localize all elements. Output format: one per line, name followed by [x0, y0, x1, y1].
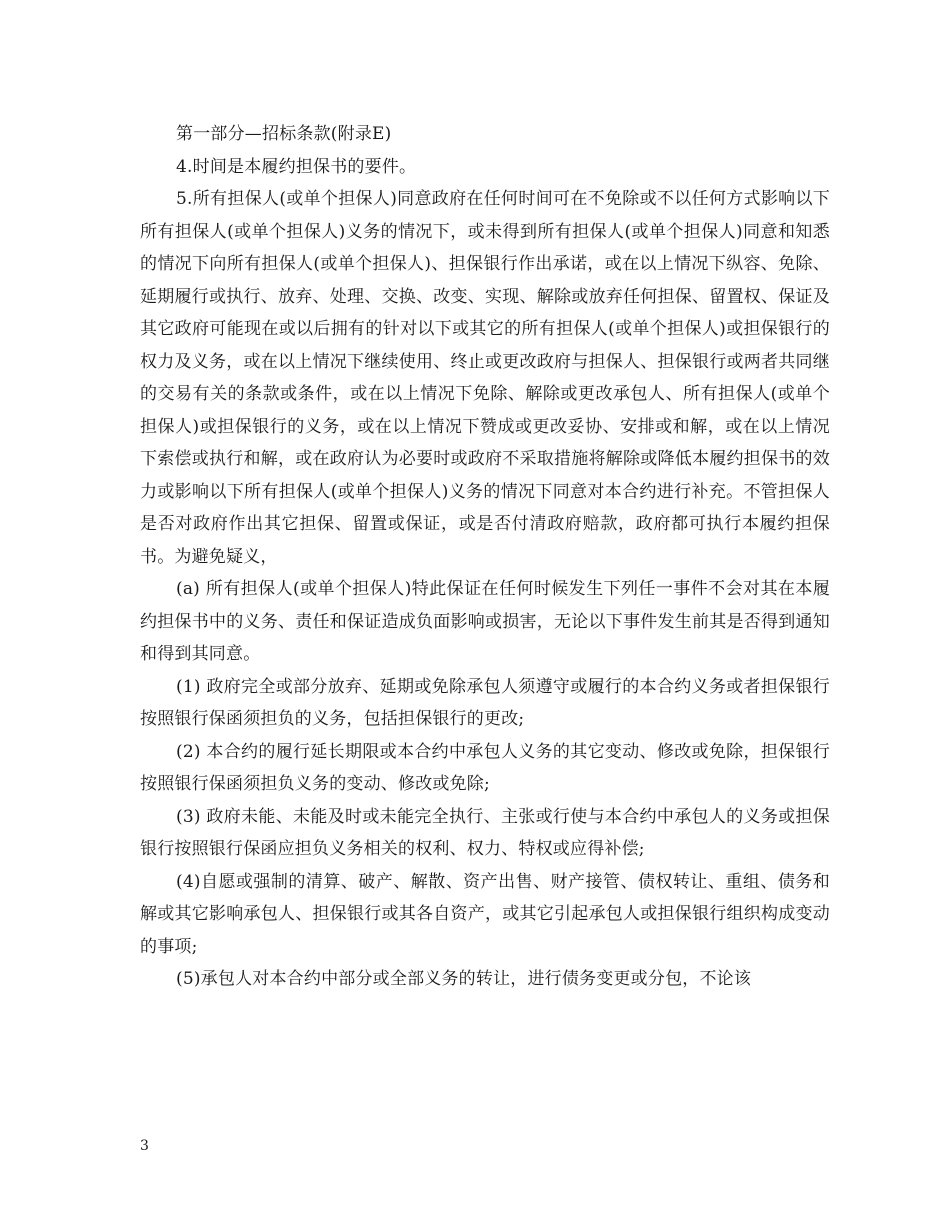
section-heading: 第一部分—招标条款(附录E): [176, 124, 392, 144]
clause-5a-item-3: (3) 政府未能、未能及时或未能完全执行、主张或行使与本合约中承包人的义务或担保银行按照银行保函应担负义务相关的权利、权力、特权或应得补偿;: [140, 806, 830, 859]
clause-5a-item-2: (2) 本合约的履行延长期限或本合约中承包人义务的其它变动、修改或免除，担保银行按照银行保函须担负义务的变动、修改或免除;: [140, 741, 830, 794]
page-number: 3: [140, 1138, 149, 1154]
clause-4: 4.时间是本履约担保书的要件。: [176, 156, 417, 177]
clause-5: 5.所有担保人(或单个担保人)同意政府在任何时间可在不免除或不以任何方式影响以下所有担保人(或单个担保人)义务的情况下，或未得到所有担保人(或单个担保人)同意和知悉的情况下向所有担保人(或单个担保人)、担保银行作出承诺，或在以上情况下纵容、免除、延期履行或执行、放弃、处理、交换、改变、实现、解除或放弃任何担保、留置权、保证及其它政府可能现在或以后拥有的针对以下或其它的所有担保人(或单个担保人)或担保银行的权力及义务，或在以上情况下继续使用、终止或更改政府与担保人、担保银行或两者共同继的交易有关的条款或条件，或在以上情况下免除、解除或更改承包人、所有担保人(或单个担保人)或担保银行的义务，或在以上情况下赞成或更改妥协、安排或和解，或在以上情况下索偿或执行和解，或在政府认为必要时或政府不采取措施将解除或降低本履约担保书的效力或影响以下所有担保人(或单个担保人)义务的情况下同意对本合约进行补充。不管担保人是否对政府作出其它担保、留置或保证，或是否付清政府赔款，政府都可执行本履约担保书。为避免疑义，: [140, 189, 830, 567]
clause-5a: (a) 所有担保人(或单个担保人)特此保证在任何时候发生下列任一事件不会对其在本履约担保书中的义务、责任和保证造成负面影响或损害，无论以下事件发生前其是否得到通知和得到其同意。: [140, 579, 830, 664]
document-body: [140, 118, 830, 996]
clause-5a-item-1: (1) 政府完全或部分放弃、延期或免除承包人须遵守或履行的本合约义务或者担保银行按照银行保函须担负的义务，包括担保银行的更改;: [140, 676, 830, 729]
clause-5a-item-4: (4)自愿或强制的清算、破产、解散、资产出售、财产接管、债权转让、重组、债务和解或其它影响承包人、担保银行或其各自资产，或其它引起承包人或担保银行组织构成变动的事项;: [140, 871, 830, 957]
clause-5a-item-5: (5)承包人对本合约中部分或全部义务的转让，进行债务变更或分包，不论该: [176, 969, 752, 989]
